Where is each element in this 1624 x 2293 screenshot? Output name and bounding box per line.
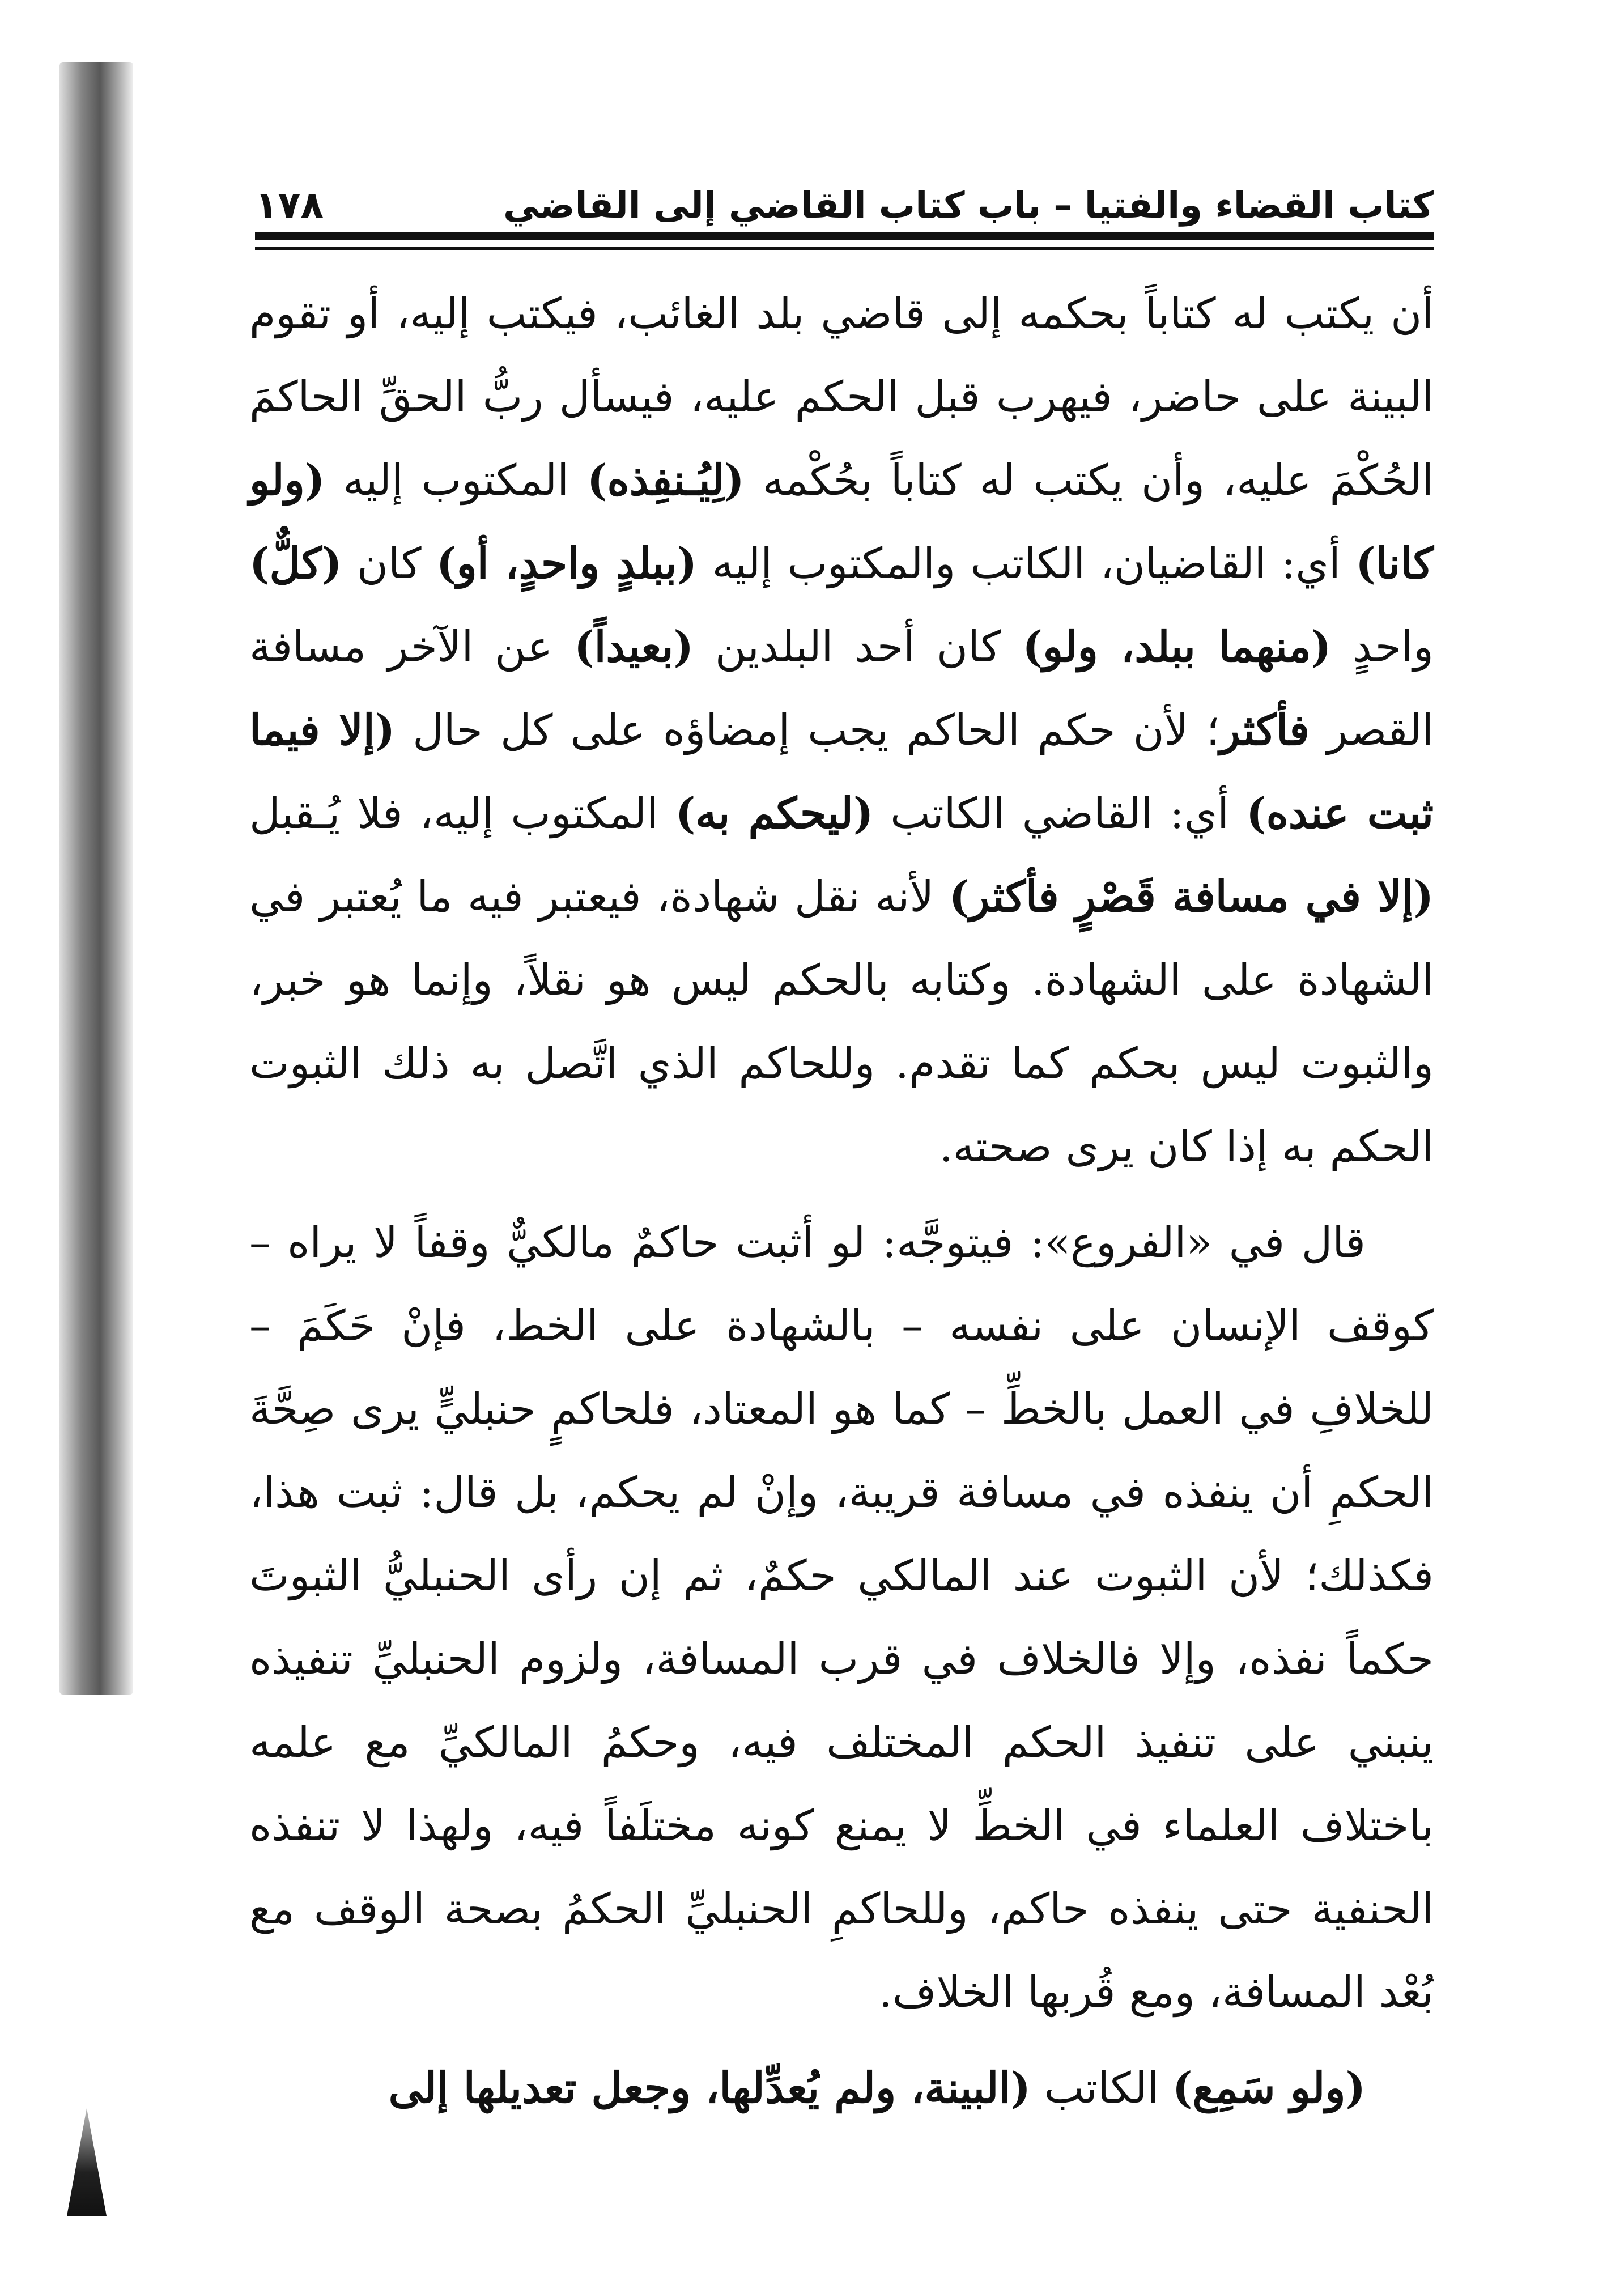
text-run-bold: (منهما ببلد، ولو) [1022,622,1332,672]
scan-binding-mark [67,2108,107,2216]
text-run: أي: القاضيان، الكاتب والمكتوب إليه [697,538,1356,588]
text-run-bold: (ببلدٍ واحدٍ، أو) [436,538,698,588]
text-run-bold: (بعيداً) [574,622,694,672]
text-run-bold: (لِيُـنفِذه) [587,455,745,505]
page-number: ١٧٨ [255,183,324,227]
text-run: أن يكتب له كتاباً بحكمه إلى قاضي بلد الغائب، فيكتب إليه، أو تقوم البينة على حاضر، فيهرب قبل الحكم عليه، فيسأل ربُّ الحقِّ الحاكمَ الحُكْمَ عليه، وأن يكتب له كتاباً بحُكْمه [249,288,1434,505]
text-run: عن الآخر مسافة القصر [249,622,1434,755]
text-run: المكتوب إليه، فلا يُـقبل [249,788,675,838]
header-rule-thick [255,232,1434,240]
text-run-bold: (البينة، ولم يُعدِّلها، وجعل تعديلها إلى [388,2063,1031,2113]
text-run-bold: فأكثر [1219,705,1310,755]
paragraph-3 [249,2046,1434,2130]
paragraph-2 [249,1201,1434,2034]
text-run-bold: (إلا في مسافة قَصْرٍ فأكثر) [949,872,1434,922]
text-run: كان [342,538,436,588]
text-run: الكاتب [1030,2063,1172,2113]
text-run: قال في «الفروع»: فيتوجَّه: لو أثبت حاكمٌ مالكيٌّ وقفاً لا يراه – كوقف الإنسان على نفسه – بالشهادة على الخط، فإنْ حَكَمَ – للخلافِ في العمل بالخطِّ – كما هو المعتاد، فلحاكمٍ حنبليٍّ يرى صِحَّةَ الحكمِ أن ينفذه في مسافة قريبة، وإنْ لم يحكم، بل قال: ثبت هذا، فكذلك؛ لأن الثبوت عند المالكي حكمٌ، ثم إن رأى الحنبليُّ الثبوتَ حكماً نفذه، وإلا فالخلاف في قرب المسافة، ولزوم الحنبليِّ تنفيذه ينبني على تنفيذ الحكم المختلف فيه، وحكمُ المالكيِّ مع علمه باختلاف العلماء في الخطِّ لا يمنع كونه مختلَفاً فيه، ولهذا لا تنفذه الحنفية حتى ينفذه حاكم، وللحاكمِ الحنبليِّ الحكمُ بصحة الوقف مع بُعْد المسافة، ومع قُربها الخلاف. [249,1217,1434,2017]
header-rule-thin [255,247,1434,250]
text-run-bold: (ولو سَمِع) [1172,2063,1366,2113]
text-run: لأنه نقل شهادة، فيعتبر فيه ما يُعتبر في الشهادة على الشهادة. وكتابه بالحكم ليس هو نقلاً، وإنما هو خبر، والثبوت ليس بحكم كما تقدم. وللحاكم الذي اتَّصل به ذلك الثبوت الحكم به إذا كان يرى صحته. [249,872,1434,1171]
text-run: كان أحد البلدين [693,622,1023,672]
text-run-bold: (ليحكم به) [675,788,874,838]
text-run: واحدٍ [1331,622,1434,672]
text-run: أي: القاضي الكاتب [873,788,1247,838]
text-run: ؛ لأن حكم الحاكم يجب إمضاؤه على كل حال [395,705,1220,755]
text-body [249,272,1434,2130]
scan-binding-shadow [59,62,133,1695]
running-head-title: كتاب القضاء والفتيا – باب كتاب القاضي إلى القاضي [503,185,1434,227]
text-run-bold: (ولو كانا) [249,455,1434,588]
paragraph-1 [249,272,1434,1188]
text-run: المكتوب إليه [325,455,587,505]
text-run-bold: (كلٌّ) [249,538,342,588]
text-run-bold: (إلا فيما ثبت عنده) [249,705,1434,838]
running-head [255,153,1434,227]
